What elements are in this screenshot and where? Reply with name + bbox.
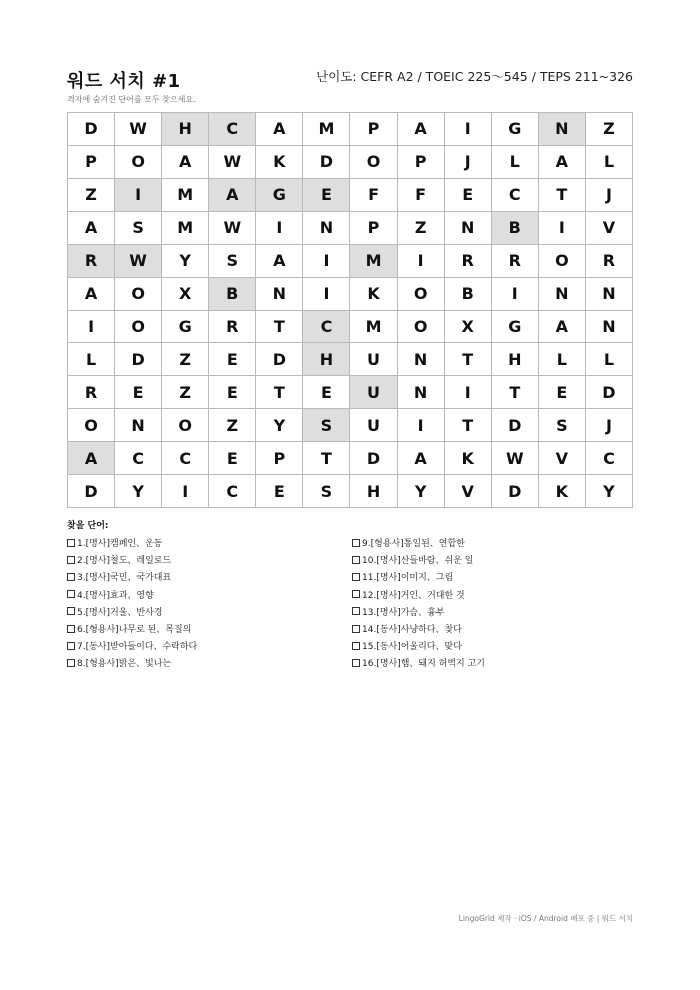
grid-cell[interactable]: I bbox=[398, 245, 445, 278]
grid-cell[interactable]: A bbox=[256, 245, 303, 278]
grid-cell[interactable]: S bbox=[303, 475, 350, 508]
word-list-item bbox=[67, 534, 197, 551]
grid-cell[interactable]: B bbox=[209, 278, 256, 311]
grid-cell[interactable]: P bbox=[350, 113, 397, 146]
word-list-item bbox=[352, 568, 485, 585]
word-clue-label: 6.[형용사]나무로 된、목질의 bbox=[77, 625, 192, 636]
grid-cell[interactable]: F bbox=[350, 179, 397, 212]
grid-cell[interactable]: L bbox=[586, 146, 633, 179]
checkbox[interactable] bbox=[67, 607, 75, 615]
word-list-item bbox=[352, 620, 485, 637]
grid-cell[interactable]: N bbox=[445, 212, 492, 245]
checkbox[interactable] bbox=[352, 659, 360, 667]
grid-cell[interactable]: Z bbox=[162, 343, 209, 376]
grid-cell[interactable]: A bbox=[539, 146, 586, 179]
grid-cell[interactable]: R bbox=[68, 376, 115, 409]
grid-cell[interactable]: N bbox=[539, 278, 586, 311]
grid-cell[interactable]: E bbox=[209, 343, 256, 376]
grid-cell[interactable]: L bbox=[539, 343, 586, 376]
grid-cell[interactable]: C bbox=[303, 311, 350, 344]
grid-cell[interactable]: V bbox=[586, 212, 633, 245]
grid-cell[interactable]: D bbox=[492, 475, 539, 508]
grid-cell[interactable]: D bbox=[115, 343, 162, 376]
word-list-item bbox=[352, 603, 485, 620]
grid-cell[interactable]: I bbox=[303, 278, 350, 311]
difficulty-label: 난이도: CEFR A2 / TOEIC 225～545 / TEPS 211~326 bbox=[316, 69, 633, 84]
grid-cell[interactable]: B bbox=[492, 212, 539, 245]
word-clue-label: 10.[명사]산들바람、쉬운 일 bbox=[362, 556, 474, 567]
grid-cell[interactable]: W bbox=[492, 442, 539, 475]
grid-cell[interactable]: C bbox=[209, 113, 256, 146]
grid-cell[interactable]: Z bbox=[68, 179, 115, 212]
word-list-heading: 찾을 단어: bbox=[67, 521, 109, 531]
grid-cell[interactable]: L bbox=[586, 343, 633, 376]
grid-cell[interactable]: G bbox=[162, 311, 209, 344]
grid-cell[interactable]: R bbox=[68, 245, 115, 278]
word-list-item bbox=[352, 637, 485, 654]
grid-cell[interactable]: H bbox=[303, 343, 350, 376]
grid-cell[interactable]: B bbox=[445, 278, 492, 311]
grid-cell[interactable]: E bbox=[256, 475, 303, 508]
word-list-item bbox=[67, 637, 197, 654]
grid-cell[interactable]: A bbox=[209, 179, 256, 212]
grid-cell[interactable]: K bbox=[445, 442, 492, 475]
grid-cell[interactable]: I bbox=[398, 409, 445, 442]
word-clue-label: 11.[명사]이미지、그림 bbox=[362, 573, 454, 584]
grid-cell[interactable]: Y bbox=[162, 245, 209, 278]
grid-cell[interactable]: O bbox=[162, 409, 209, 442]
grid-cell[interactable]: Y bbox=[398, 475, 445, 508]
grid-cell[interactable]: P bbox=[68, 146, 115, 179]
grid-cell[interactable]: T bbox=[445, 343, 492, 376]
grid-cell[interactable]: N bbox=[256, 278, 303, 311]
grid-cell[interactable]: P bbox=[398, 146, 445, 179]
grid-cell[interactable]: P bbox=[256, 442, 303, 475]
grid-cell[interactable]: E bbox=[209, 442, 256, 475]
grid-cell[interactable]: I bbox=[445, 376, 492, 409]
word-clue-label: 1.[명사]캠페인、운동 bbox=[77, 539, 163, 550]
grid-cell[interactable]: D bbox=[492, 409, 539, 442]
word-clue-label: 5.[명사]거울、반사경 bbox=[77, 607, 163, 618]
word-clue-label: 15.[동사]어울리다、맞다 bbox=[362, 642, 462, 653]
checkbox[interactable] bbox=[352, 607, 360, 615]
word-list-right bbox=[352, 534, 485, 672]
grid-cell[interactable]: A bbox=[68, 212, 115, 245]
grid-cell[interactable]: R bbox=[209, 311, 256, 344]
grid-cell[interactable]: C bbox=[586, 442, 633, 475]
grid-cell[interactable]: E bbox=[303, 179, 350, 212]
grid-cell[interactable]: F bbox=[398, 179, 445, 212]
grid-cell[interactable]: W bbox=[115, 245, 162, 278]
grid-cell[interactable]: N bbox=[586, 278, 633, 311]
grid-cell[interactable]: H bbox=[492, 343, 539, 376]
grid-cell[interactable]: E bbox=[539, 376, 586, 409]
word-search-grid bbox=[67, 112, 633, 508]
grid-cell[interactable]: O bbox=[68, 409, 115, 442]
grid-cell[interactable]: X bbox=[445, 311, 492, 344]
word-clue-label: 12.[명사]거인、거대한 것 bbox=[362, 590, 465, 601]
grid-cell[interactable]: K bbox=[539, 475, 586, 508]
word-clue-label: 4.[명사]효과、영향 bbox=[77, 590, 154, 601]
grid-cell[interactable]: J bbox=[445, 146, 492, 179]
word-clue-label: 9.[형용사]통일된、연합한 bbox=[362, 539, 465, 550]
grid-cell[interactable]: S bbox=[115, 212, 162, 245]
grid-cell[interactable]: K bbox=[350, 278, 397, 311]
checkbox[interactable] bbox=[352, 590, 360, 598]
word-list-left bbox=[67, 534, 197, 672]
grid-cell[interactable]: Y bbox=[586, 475, 633, 508]
grid-cell[interactable]: C bbox=[162, 442, 209, 475]
grid-cell[interactable]: A bbox=[256, 113, 303, 146]
grid-cell[interactable]: W bbox=[115, 113, 162, 146]
word-clue-label: 7.[동사]받아들이다、수락하다 bbox=[77, 642, 198, 653]
grid-cell[interactable]: G bbox=[492, 113, 539, 146]
grid-cell[interactable]: E bbox=[115, 376, 162, 409]
grid-cell[interactable]: O bbox=[115, 278, 162, 311]
grid-cell[interactable]: E bbox=[209, 376, 256, 409]
grid-cell[interactable]: Z bbox=[398, 212, 445, 245]
word-list-item bbox=[352, 551, 485, 568]
grid-cell[interactable]: M bbox=[350, 311, 397, 344]
grid-cell[interactable]: Y bbox=[256, 409, 303, 442]
grid-cell[interactable]: Z bbox=[209, 409, 256, 442]
checkbox[interactable] bbox=[67, 556, 75, 564]
grid-cell[interactable]: N bbox=[539, 113, 586, 146]
grid-cell[interactable]: V bbox=[539, 442, 586, 475]
grid-cell[interactable]: V bbox=[445, 475, 492, 508]
grid-cell[interactable]: A bbox=[68, 442, 115, 475]
grid-cell[interactable]: Z bbox=[586, 113, 633, 146]
grid-cell[interactable]: R bbox=[445, 245, 492, 278]
grid-cell[interactable]: I bbox=[256, 212, 303, 245]
grid-cell[interactable]: M bbox=[162, 179, 209, 212]
word-list-item bbox=[67, 586, 197, 603]
grid-cell[interactable]: I bbox=[303, 245, 350, 278]
grid-cell[interactable]: N bbox=[398, 376, 445, 409]
word-clue-label: 3.[명사]국민、국가대표 bbox=[77, 573, 172, 584]
grid-cell[interactable]: A bbox=[162, 146, 209, 179]
grid-cell[interactable]: M bbox=[162, 212, 209, 245]
word-clue-label: 14.[동사]사냥하다、찾다 bbox=[362, 625, 462, 636]
grid-cell[interactable]: T bbox=[445, 409, 492, 442]
word-list-item bbox=[67, 551, 197, 568]
grid-cell[interactable]: H bbox=[350, 475, 397, 508]
grid-cell[interactable]: A bbox=[68, 278, 115, 311]
grid-cell[interactable]: O bbox=[398, 311, 445, 344]
grid-cell[interactable]: I bbox=[68, 311, 115, 344]
grid-cell[interactable]: D bbox=[586, 376, 633, 409]
grid-cell[interactable]: T bbox=[492, 376, 539, 409]
checkbox[interactable] bbox=[67, 659, 75, 667]
grid-cell[interactable]: U bbox=[350, 409, 397, 442]
grid-cell[interactable]: N bbox=[115, 409, 162, 442]
grid-cell[interactable]: U bbox=[350, 376, 397, 409]
grid-cell[interactable]: T bbox=[256, 376, 303, 409]
grid-cell[interactable]: M bbox=[350, 245, 397, 278]
grid-cell[interactable]: T bbox=[303, 442, 350, 475]
grid-cell[interactable]: C bbox=[492, 179, 539, 212]
grid-cell[interactable]: H bbox=[162, 113, 209, 146]
grid-cell[interactable]: R bbox=[586, 245, 633, 278]
word-clue-label: 2.[명사]철도、레일로드 bbox=[77, 556, 172, 567]
grid-cell[interactable]: L bbox=[68, 343, 115, 376]
grid-cell[interactable]: I bbox=[162, 475, 209, 508]
grid-cell[interactable]: S bbox=[209, 245, 256, 278]
word-list-item bbox=[67, 654, 197, 671]
grid-cell[interactable]: D bbox=[68, 475, 115, 508]
word-clue-label: 8.[형용사]밝은、빛나는 bbox=[77, 659, 172, 670]
word-list-item bbox=[67, 568, 197, 585]
grid-cell[interactable]: I bbox=[539, 212, 586, 245]
word-list-item bbox=[352, 534, 485, 551]
checkbox[interactable] bbox=[67, 539, 75, 547]
word-list-item bbox=[352, 586, 485, 603]
checkbox[interactable] bbox=[352, 642, 360, 650]
grid-cell[interactable]: R bbox=[492, 245, 539, 278]
checkbox[interactable] bbox=[67, 590, 75, 598]
grid-cell[interactable]: X bbox=[162, 278, 209, 311]
grid-cell[interactable]: O bbox=[539, 245, 586, 278]
word-list-item bbox=[67, 620, 197, 637]
grid-cell[interactable]: O bbox=[398, 278, 445, 311]
grid-cell[interactable]: D bbox=[303, 146, 350, 179]
grid-cell[interactable]: T bbox=[539, 179, 586, 212]
grid-cell[interactable]: C bbox=[115, 442, 162, 475]
grid-cell[interactable]: I bbox=[115, 179, 162, 212]
word-list-item bbox=[352, 654, 485, 671]
page-title: 워드 서치 #1 bbox=[67, 71, 181, 92]
grid-cell[interactable]: J bbox=[586, 409, 633, 442]
grid-cell[interactable]: J bbox=[586, 179, 633, 212]
grid-cell[interactable]: E bbox=[445, 179, 492, 212]
grid-cell[interactable]: C bbox=[209, 475, 256, 508]
grid-cell[interactable]: N bbox=[303, 212, 350, 245]
grid-cell[interactable]: Y bbox=[115, 475, 162, 508]
grid-cell[interactable]: Z bbox=[162, 376, 209, 409]
word-clue-label: 16.[명사]햄、돼지 허벅지 고기 bbox=[362, 659, 485, 670]
grid-cell[interactable]: O bbox=[115, 146, 162, 179]
word-clue-label: 13.[명사]가슴、흉부 bbox=[362, 607, 445, 618]
checkbox[interactable] bbox=[67, 573, 75, 581]
grid-cell[interactable]: G bbox=[256, 179, 303, 212]
grid-cell[interactable]: S bbox=[303, 409, 350, 442]
checkbox[interactable] bbox=[67, 642, 75, 650]
grid-cell[interactable]: O bbox=[350, 146, 397, 179]
grid-cell[interactable]: D bbox=[256, 343, 303, 376]
grid-cell[interactable]: I bbox=[445, 113, 492, 146]
instructions-text: 격자에 숨겨진 단어를 모두 찾으세요. bbox=[67, 95, 196, 104]
grid-cell[interactable]: E bbox=[303, 376, 350, 409]
checkbox[interactable] bbox=[352, 556, 360, 564]
grid-cell[interactable]: G bbox=[492, 311, 539, 344]
grid-cell[interactable]: W bbox=[209, 212, 256, 245]
grid-cell[interactable]: W bbox=[209, 146, 256, 179]
word-list-item bbox=[67, 603, 197, 620]
grid-cell[interactable]: A bbox=[539, 311, 586, 344]
grid-cell[interactable]: A bbox=[398, 113, 445, 146]
grid-cell[interactable]: D bbox=[68, 113, 115, 146]
grid-cell[interactable]: S bbox=[539, 409, 586, 442]
grid-cell[interactable]: U bbox=[350, 343, 397, 376]
grid-cell[interactable]: O bbox=[115, 311, 162, 344]
grid-cell[interactable]: I bbox=[492, 278, 539, 311]
grid-cell[interactable]: A bbox=[398, 442, 445, 475]
grid-cell[interactable]: K bbox=[256, 146, 303, 179]
checkbox[interactable] bbox=[352, 573, 360, 581]
grid-cell[interactable]: M bbox=[303, 113, 350, 146]
footer-credit: LingoGrid 제작 · iOS / Android 배포 중 | 워드 서치 bbox=[458, 914, 633, 923]
grid-cell[interactable]: N bbox=[398, 343, 445, 376]
grid-cell[interactable]: N bbox=[586, 311, 633, 344]
checkbox[interactable] bbox=[352, 539, 360, 547]
grid-cell[interactable]: P bbox=[350, 212, 397, 245]
grid-cell[interactable]: L bbox=[492, 146, 539, 179]
grid-cell[interactable]: D bbox=[350, 442, 397, 475]
checkbox[interactable] bbox=[352, 625, 360, 633]
grid-cell[interactable]: T bbox=[256, 311, 303, 344]
checkbox[interactable] bbox=[67, 625, 75, 633]
